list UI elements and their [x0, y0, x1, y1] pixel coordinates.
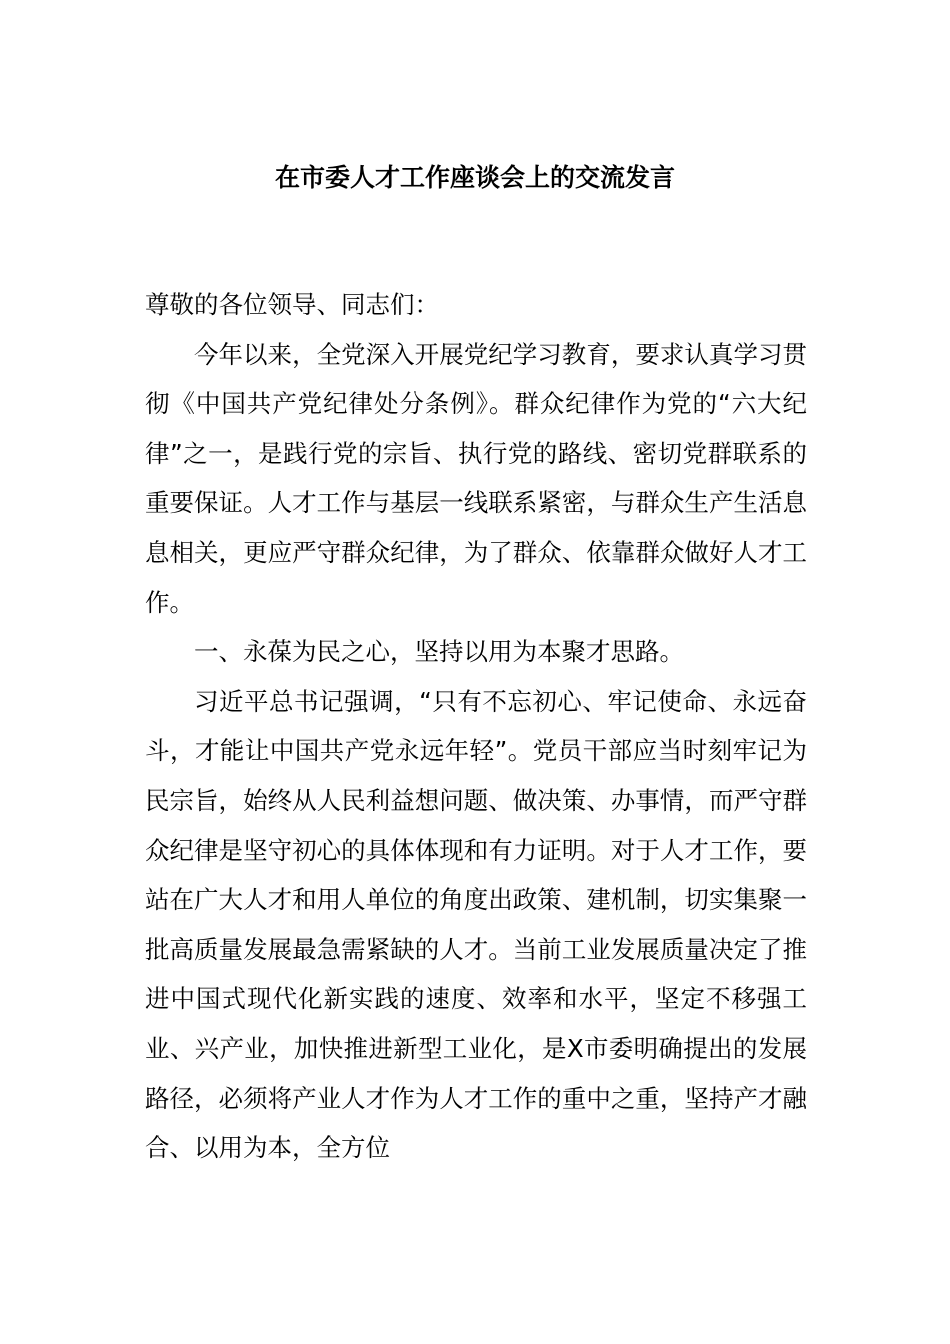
section-heading-1: 一、永葆为民之心，坚持以用为本聚才思路。 — [194, 637, 684, 667]
document-body — [145, 280, 807, 1173]
document-title: 在市委人才工作座谈会上的交流发言 — [274, 163, 675, 192]
paragraph-section-1: 习近平总书记强调，“只有不忘初心、牢记使命、永远奋斗，才能让中国共产党永远年轻”。党员干部应当时刻牢记为民宗旨，始终从人民利益想问题、做决策、办事情，而严守群众纪律是坚守初心的具体体现和有力证明。对于人才工作，要站在广大人才和用人单位的角度出政策、建机制，切实集聚一批高质量发展最急需紧缺的人才。当前工业发展质量决定了推进中国式现代化新实践的速度、效率和水平，坚定不移强工业、兴产业，加快推进新型工业化，是X市委明确提出的发展路径，必须将产业人才作为人才工作的重中之重，坚持产才融合、以用为本，全方位 — [145, 686, 807, 1163]
salutation: 尊敬的各位领导、同志们： — [145, 290, 439, 319]
paragraph-intro: 今年以来，全党深入开展党纪学习教育，要求认真学习贯彻《中国共产党纪律处分条例》。群众纪律作为党的“六大纪律”之一，是践行党的宗旨、执行党的路线、密切党群联系的重要保证。人才工作与基层一线联系紧密，与群众生产生活息息相关，更应严守群众纪律，为了群众、依靠群众做好人才工作。 — [145, 339, 807, 617]
